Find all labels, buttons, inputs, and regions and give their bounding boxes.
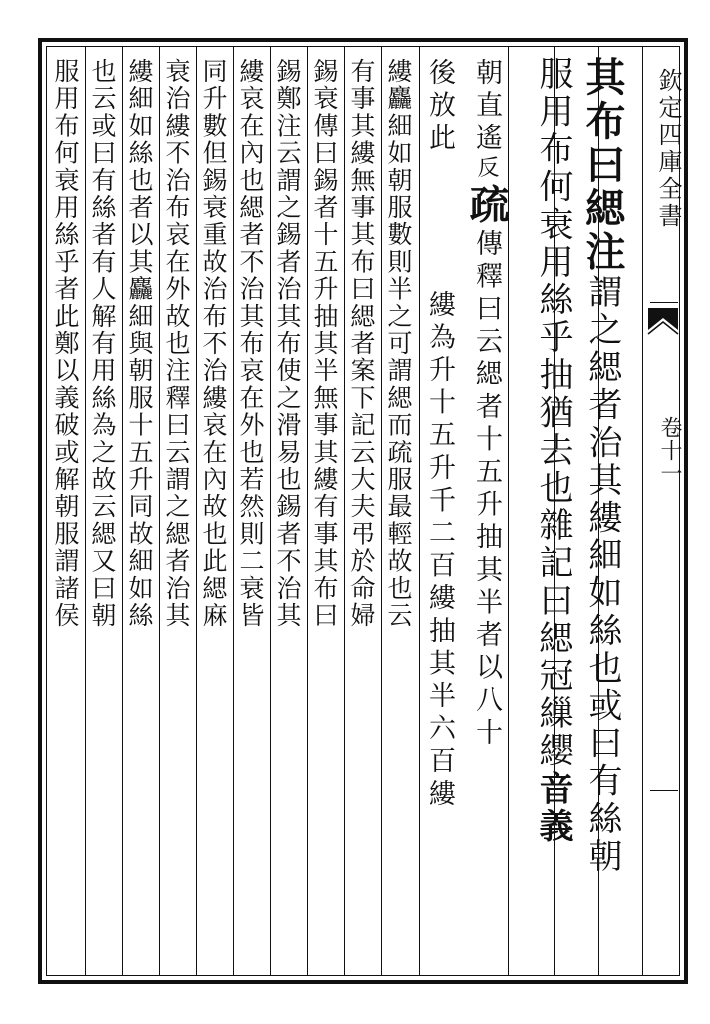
column-rule	[419, 47, 420, 975]
margin-divider-line	[650, 302, 678, 303]
column-text: 傳釋曰云緦者十五升抽其半者以八十	[471, 229, 502, 751]
margin-volume: 卷十一	[657, 416, 682, 485]
text-column	[426, 290, 453, 812]
column-text: 朝直遙	[471, 58, 502, 156]
column-rule	[122, 47, 123, 975]
column-text: 同升數但錫衰重故治布不治縷哀在內故也此緦麻	[199, 58, 228, 630]
column-text: 衰治縷不治布哀在外故也注釋曰云謂之緦者治其	[162, 58, 191, 630]
text-column	[463, 58, 510, 751]
text-column	[164, 58, 189, 629]
text-column	[579, 56, 626, 876]
column-text: 有事其縷無事其布曰緦者案下記云大夫弔於命婦	[347, 58, 376, 630]
column-rule	[233, 47, 234, 975]
column-text: 縷為升十五升千二百縷抽其半六百縷	[424, 290, 455, 812]
text-column	[90, 58, 115, 629]
column-text: 縷麤細如朝服數則半之可謂緦而疏服最輕故也云	[384, 58, 413, 630]
fish-tail-mark-icon	[646, 306, 680, 336]
column-text: 錫鄭注云謂之錫者治其布使之滑易也錫者不治其	[273, 58, 302, 630]
column-rule	[196, 47, 197, 975]
text-column	[53, 58, 78, 629]
column-rule	[344, 47, 345, 975]
column-text: 縷細如絲也者以其麤細與朝服十五升同故細如絲	[125, 58, 154, 630]
column-rule	[381, 47, 382, 975]
text-column	[349, 58, 374, 629]
column-rule	[159, 47, 160, 975]
column-rule	[270, 47, 271, 975]
text-column	[201, 58, 226, 629]
text-column	[127, 58, 152, 629]
text-column	[426, 58, 453, 156]
text-column	[275, 58, 300, 629]
column-text: 縷哀在內也緦者不治其布哀在外也若然則二衰皆	[236, 58, 265, 630]
column-text: 服用布何衰用絲乎者此鄭以義破或解朝服謂諸侯	[51, 58, 80, 630]
margin-divider-line	[650, 790, 678, 791]
column-text: 後放此	[424, 58, 455, 156]
column-text: 服用布何衰用絲乎抽猶去也雜記曰緦冠繅纓	[533, 56, 573, 771]
phonetic-note: 音義	[533, 770, 573, 846]
column-text: 謂之緦者治其縷細如絲也或曰有絲朝	[582, 274, 622, 876]
text-column	[312, 58, 337, 629]
margin-title: 欽定四庫全書	[654, 68, 682, 230]
gloss-text: 反	[474, 155, 499, 184]
commentary-mark: 疏	[463, 183, 510, 230]
section-heading: 其布曰緦注	[579, 56, 626, 274]
column-text: 也云或曰有絲者有人解有用絲為之故云緦又曰朝	[88, 58, 117, 630]
column-rule	[85, 47, 86, 975]
column-rule	[307, 47, 308, 975]
column-text: 錫衰傳曰錫者十五升抽其半無事其縷有事其布曰	[310, 58, 339, 630]
text-column	[533, 56, 573, 846]
text-column	[386, 58, 411, 629]
margin-divider	[642, 47, 643, 975]
text-column	[238, 58, 263, 629]
